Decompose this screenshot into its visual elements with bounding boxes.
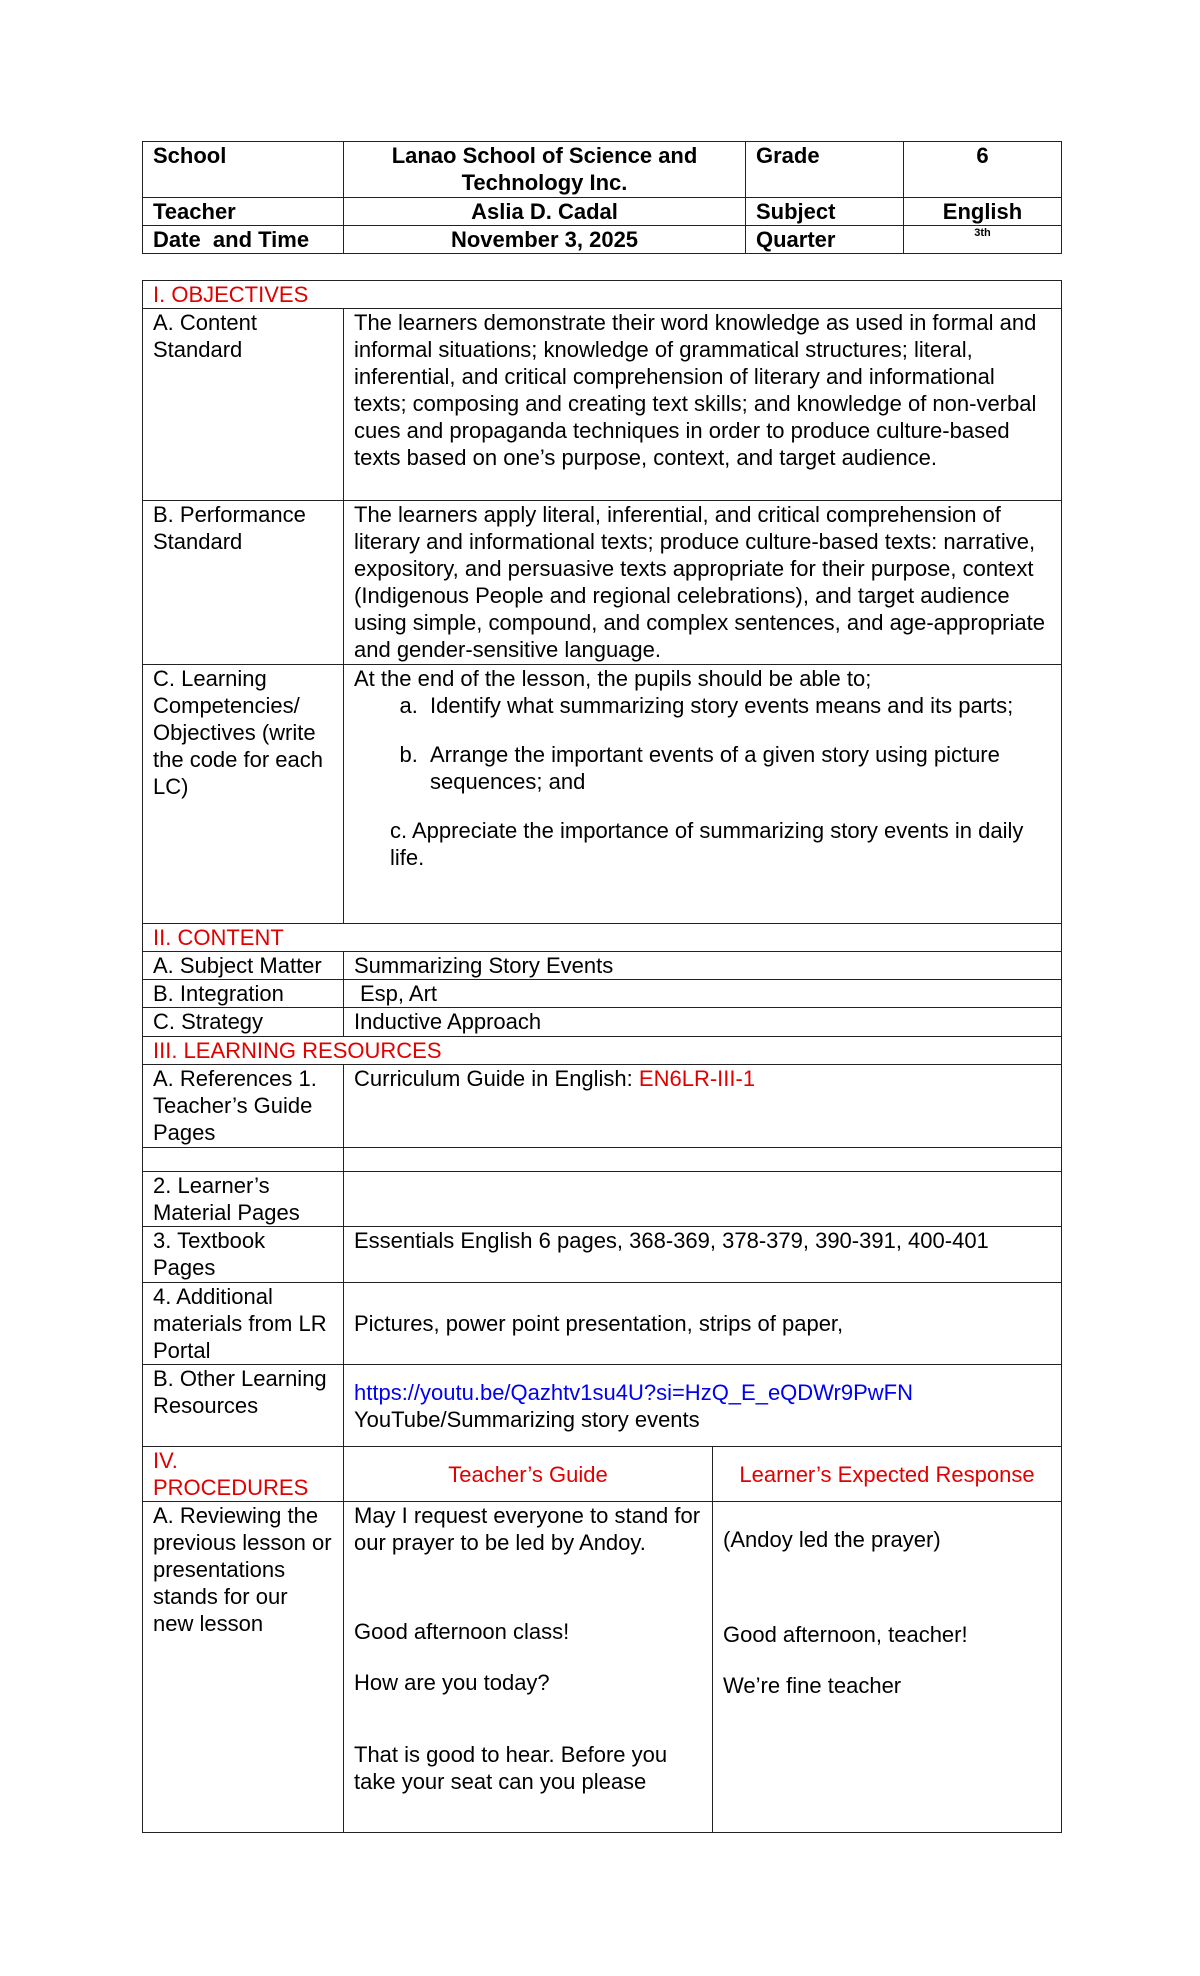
- teacher-guide-header: Teacher’s Guide: [344, 1447, 713, 1502]
- teacher-line: Good afternoon class!: [354, 1619, 570, 1644]
- content-standard-label: A. Content Standard: [143, 309, 344, 501]
- curriculum-code: EN6LR-III-1: [638, 1066, 756, 1091]
- integration: Esp, Art: [344, 980, 1062, 1008]
- teacher-line: That is good to hear. Before you take your seat can you please: [354, 1742, 668, 1794]
- textbook-label: 3. Textbook Pages: [143, 1227, 344, 1283]
- textbook-pages: Essentials English 6 pages, 368-369, 378-379, 390-391, 400-401: [344, 1227, 1062, 1283]
- grade-label: Grade: [746, 142, 904, 198]
- learner-line: (Andoy led the prayer): [723, 1527, 941, 1552]
- strategy-label: C. Strategy: [143, 1008, 344, 1037]
- objective-a: a. Identify what summarizing story events means and its parts;: [424, 692, 1051, 719]
- teacher-label: Teacher: [143, 198, 344, 226]
- header-table: [142, 141, 1062, 254]
- school-value: Lanao School of Science and Technology Inc.: [344, 142, 746, 198]
- learner-material: [344, 1172, 1062, 1227]
- objective-c: c. Appreciate the importance of summarizing story events in daily life.: [390, 818, 1024, 870]
- additional-materials: Pictures, power point presentation, strips of paper,: [344, 1283, 1062, 1365]
- objective-b: b. Arrange the important events of a given story using picture sequences; and: [424, 741, 1051, 795]
- lesson-plan-table: [142, 280, 1062, 1833]
- objectives-list: [354, 692, 1051, 795]
- resources-title: III. LEARNING RESOURCES: [143, 1037, 1062, 1065]
- quarter-label: Quarter: [746, 226, 904, 254]
- teacher-line: May I request everyone to stand for our prayer to be led by Andoy.: [354, 1503, 701, 1555]
- empty-cell: [143, 1148, 344, 1172]
- competencies-intro: At the end of the lesson, the pupils should be able to;: [354, 666, 872, 691]
- competencies-label: C. Learning Competencies/ Objectives (write the code for each LC): [143, 665, 344, 924]
- date-label: Date and Time: [143, 226, 344, 254]
- content-title: II. CONTENT: [143, 924, 1062, 952]
- reviewing-label: A. Reviewing the previous lesson or presentations stands for our new lesson: [143, 1502, 344, 1833]
- youtube-caption: YouTube/Summarizing story events: [354, 1406, 700, 1432]
- grade-value: 6: [904, 142, 1062, 198]
- subject-label: Subject: [746, 198, 904, 226]
- subject-value: English: [904, 198, 1062, 226]
- subject-matter-label: A. Subject Matter: [143, 952, 344, 980]
- youtube-link[interactable]: https://youtu.be/Qazhtv1su4U?si=HzQ_E_eQDWr9PwFN: [354, 1379, 914, 1405]
- performance-standard-label: B. Performance Standard: [143, 501, 344, 665]
- teacher-value: Aslia D. Cadal: [344, 198, 746, 226]
- learner-response-header: Learner’s Expected Response: [713, 1447, 1062, 1502]
- additional-materials-label: 4. Additional materials from LR Portal: [143, 1283, 344, 1365]
- date-value: November 3, 2025: [344, 226, 746, 254]
- other-resources-label: B. Other Learning Resources: [143, 1365, 344, 1447]
- content-standard: The learners demonstrate their word knowledge as used in formal and informal situations; knowledge of grammatical structures; literal, inferential, and critical comprehension of literary and informational texts; composing and creating text skills; and knowledge of non-verbal cues and propaganda techniques in order to produce culture-based texts based on one’s purpose, context, and target audience.: [344, 309, 1062, 501]
- empty-cell: [344, 1148, 1062, 1172]
- teacher-line: How are you today?: [354, 1670, 550, 1695]
- references-text: Curriculum Guide in English:: [354, 1066, 639, 1091]
- references-label: A. References 1. Teacher’s Guide Pages: [143, 1065, 344, 1148]
- school-label: School: [143, 142, 344, 198]
- procedures-title: IV. PROCEDURES: [143, 1447, 344, 1502]
- subject-matter: Summarizing Story Events: [344, 952, 1062, 980]
- strategy: Inductive Approach: [344, 1008, 1062, 1037]
- integration-label: B. Integration: [143, 980, 344, 1008]
- performance-standard: The learners apply literal, inferential, and critical comprehension of literary and informational texts; produce culture-based texts: narrative, expository, and persuasive texts appropriate for their purpose, context (Indigenous People and regional celebrations), and target audience using simple, compound, and complex sentences, and age-appropriate and gender-sensitive language.: [344, 501, 1062, 665]
- learner-line: Good afternoon, teacher!: [723, 1622, 968, 1647]
- learner-material-label: 2. Learner’s Material Pages: [143, 1172, 344, 1227]
- quarter-value: 3th: [974, 227, 991, 239]
- objectives-title: I. OBJECTIVES: [143, 281, 1062, 309]
- learner-line: We’re fine teacher: [723, 1673, 902, 1698]
